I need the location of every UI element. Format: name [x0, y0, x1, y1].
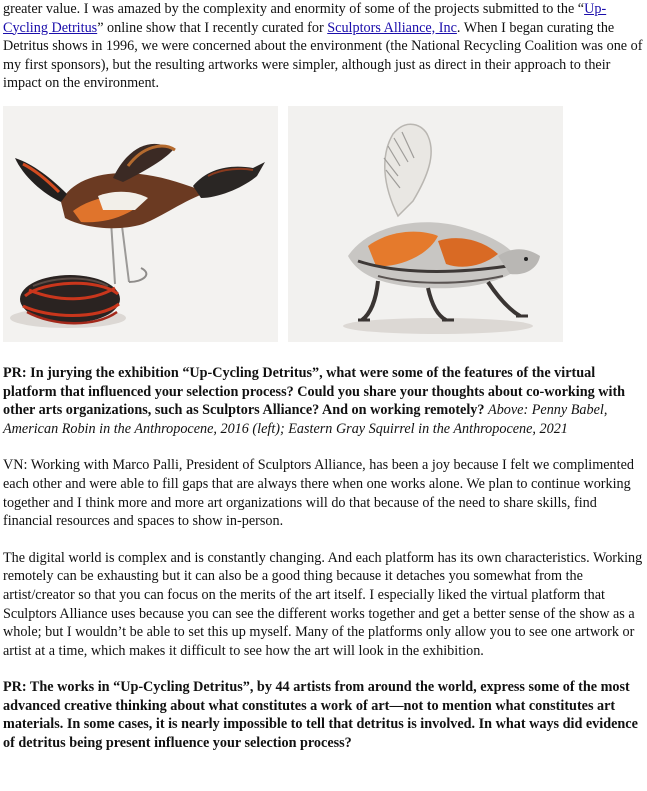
- up-cycling-detritus-link[interactable]: Up-Cycling Detritus: [3, 1, 607, 36]
- sculptors-alliance-link[interactable]: Sculptors Alliance, Inc: [327, 19, 457, 36]
- article: [3, 0, 644, 753]
- answer-1: VN: Working with Marco Palli, President of Sculptors Alliance, has been a joy because I felt we complimented each other and were able to fill gaps that are always there when one works alone. We plan to continue working together and I think more and more art organizations will do that because of the need to share skills, find financial resources and spaces to show in-person.: [3, 457, 634, 530]
- question-1: [3, 364, 644, 438]
- answer-2: The digital world is complex and is constantly changing. And each platform has its own characteristics. Working remotely can be exhausting but it can also be a good thing because it detaches you somewhat from the artist/creator so that you can focus on the merits of the art itself. I especially liked the virtual platform that Sculptors Alliance uses because you can see the different works together and get a better sense of the show as a whole; but I wouldn’t be able to set this up myself. Many of the platforms only allow you to see one artwork or artist at a time, which makes it difficult to see how the art will look in the exhibition.: [3, 549, 643, 659]
- robin-sculpture-illustration: [3, 106, 278, 342]
- squirrel-sculpture-image: [288, 106, 563, 342]
- intro-text-3: . When I began curating the Detritus shows in 1996, we were concerned about the environment (the National Recycling Coalition was one of my first sponsors), but the resulting artworks were simpler, although just as direct in their approach to their impact on the environment.: [3, 19, 643, 92]
- question-1-text: PR: In jurying the exhibition “Up-Cycling Detritus”, what were some of the features of the virtual platform that influenced your selection process? Could you share your thoughts about co-working with other arts organizations, such as Sculptors Alliance? And on working remotely?: [3, 364, 626, 419]
- squirrel-sculpture-illustration: [288, 106, 563, 342]
- intro-text-2: ” online show that I recently curated for: [97, 19, 328, 36]
- image-caption: Above: Penny Babel, American Robin in the Anthropocene, 2016 (left); Eastern Gray Squirrel in the Anthropocene, 2021: [3, 402, 608, 437]
- intro-text-1: greater value. I was amazed by the complexity and enormity of some of the projects submitted to the “: [3, 1, 585, 17]
- question-2: PR: The works in “Up-Cycling Detritus”, by 44 artists from around the world, express some of the most advanced creative thinking about what constitutes a work of art—not to mention what constitutes art materials. In some cases, it is nearly impossible to tell that detritus is involved. In what ways did evidence of detritus being present influence your selection process?: [3, 679, 638, 752]
- intro-paragraph: [3, 0, 644, 93]
- artwork-photos: [3, 106, 644, 352]
- robin-sculpture-image: [3, 106, 278, 342]
